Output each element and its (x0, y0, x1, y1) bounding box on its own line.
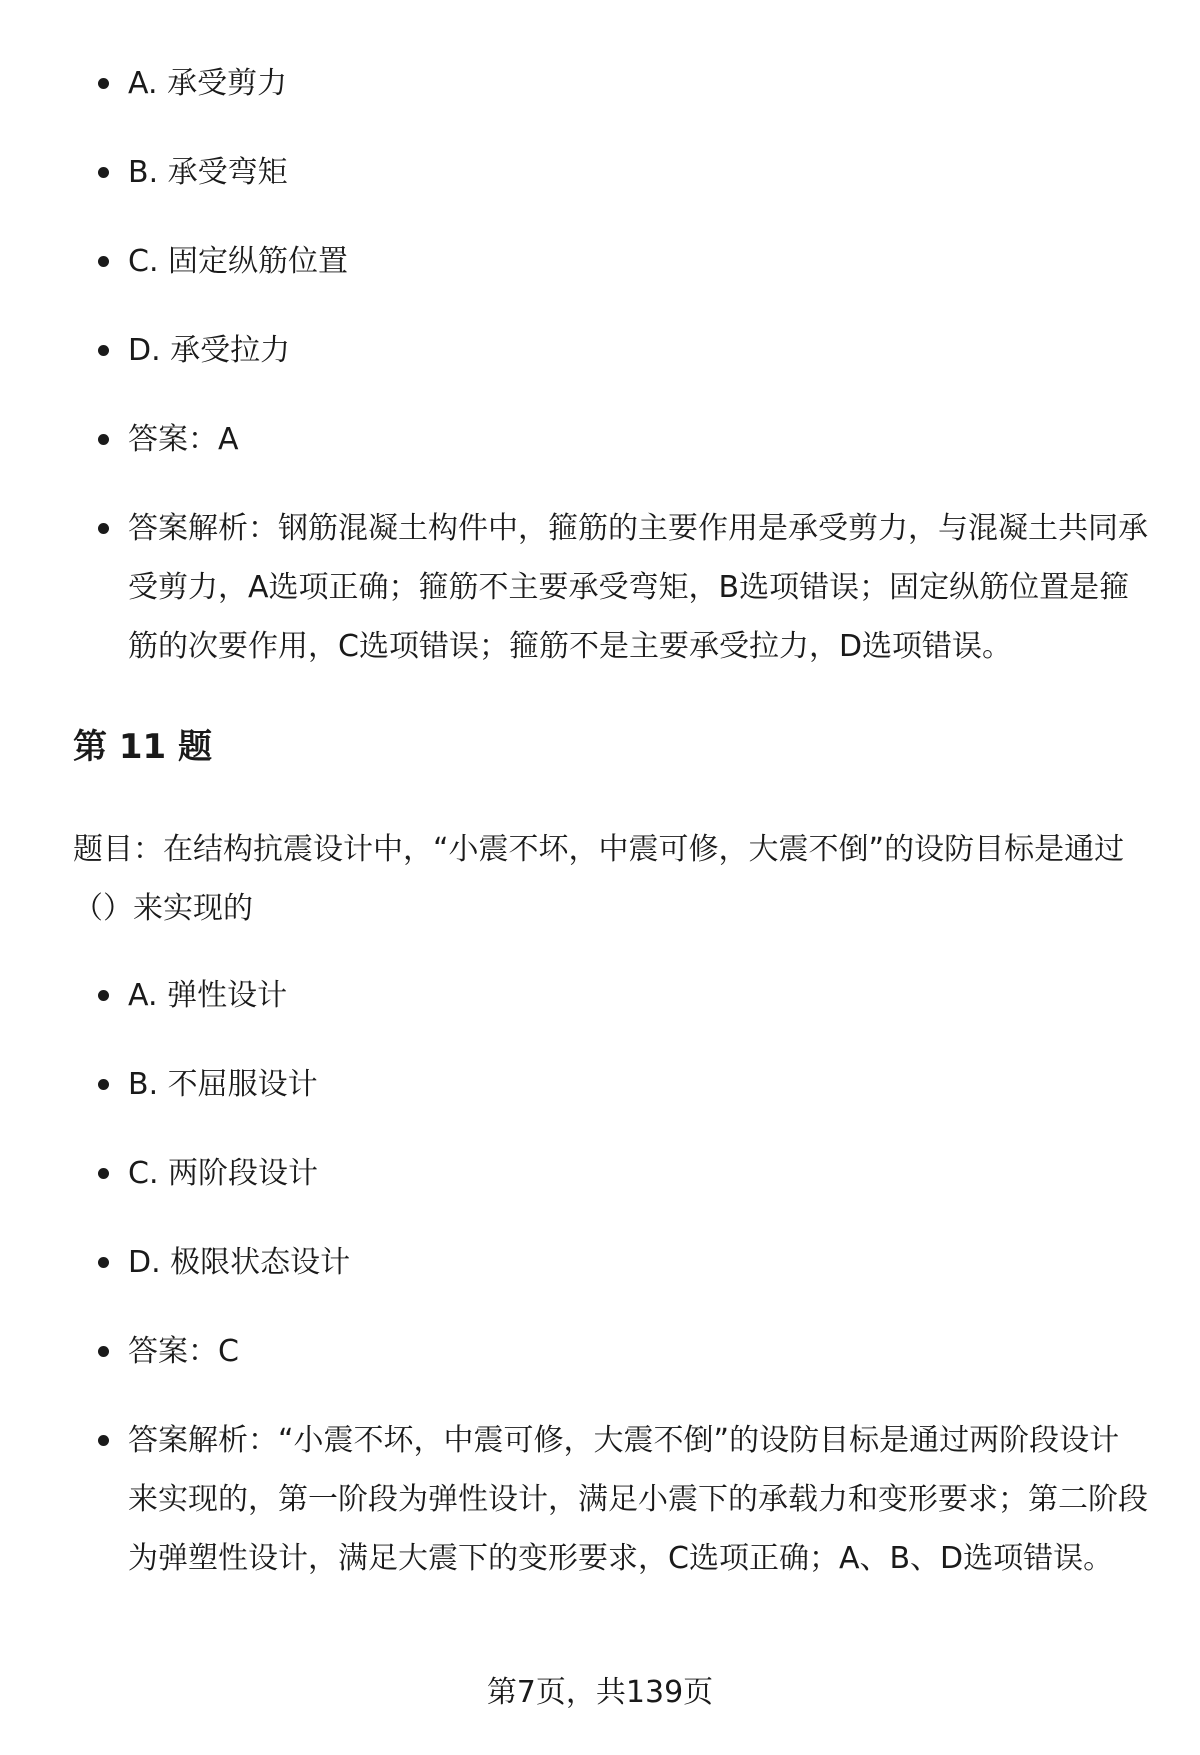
option-c: C. 固定纵筋位置 (128, 232, 1148, 291)
option-d: D. 极限状态设计 (128, 1233, 1148, 1292)
question-heading: 第 11 题 (73, 727, 212, 767)
question-text: 题目：在结构抗震设计中，“小震不坏，中震可修，大震不倒”的设防目标是通过（）来实现的 (73, 832, 1125, 926)
option-b: B. 不屈服设计 (128, 1055, 1148, 1114)
option-d: D. 承受拉力 (128, 321, 1148, 380)
option-b: B. 承受弯矩 (128, 143, 1148, 202)
option-a: A. 承受剪力 (128, 54, 1148, 113)
option-c: C. 两阶段设计 (128, 1144, 1148, 1203)
answer-analysis: 答案解析：“小震不坏，中震可修，大震不倒”的设防目标是通过两阶段设计来实现的，第一阶段为弹性设计，满足小震下的承载力和变形要求；第二阶段为弹塑性设计，满足大震下的变形要求，C选项正确；A、B、D选项错误。 (128, 1411, 1148, 1588)
option-a: A. 弹性设计 (128, 966, 1148, 1025)
answer: 答案：C (128, 1322, 1148, 1381)
answer: 答案：A (128, 410, 1148, 469)
answer-analysis: 答案解析：钢筋混凝土构件中，箍筋的主要作用是承受剪力，与混凝土共同承受剪力，A选项正确；箍筋不主要承受弯矩，B选项错误；固定纵筋位置是箍筋的次要作用，C选项错误；箍筋不是主要承受拉力，D选项错误。 (128, 499, 1148, 676)
page-number: 第7页，共139页 (486, 1675, 714, 1710)
